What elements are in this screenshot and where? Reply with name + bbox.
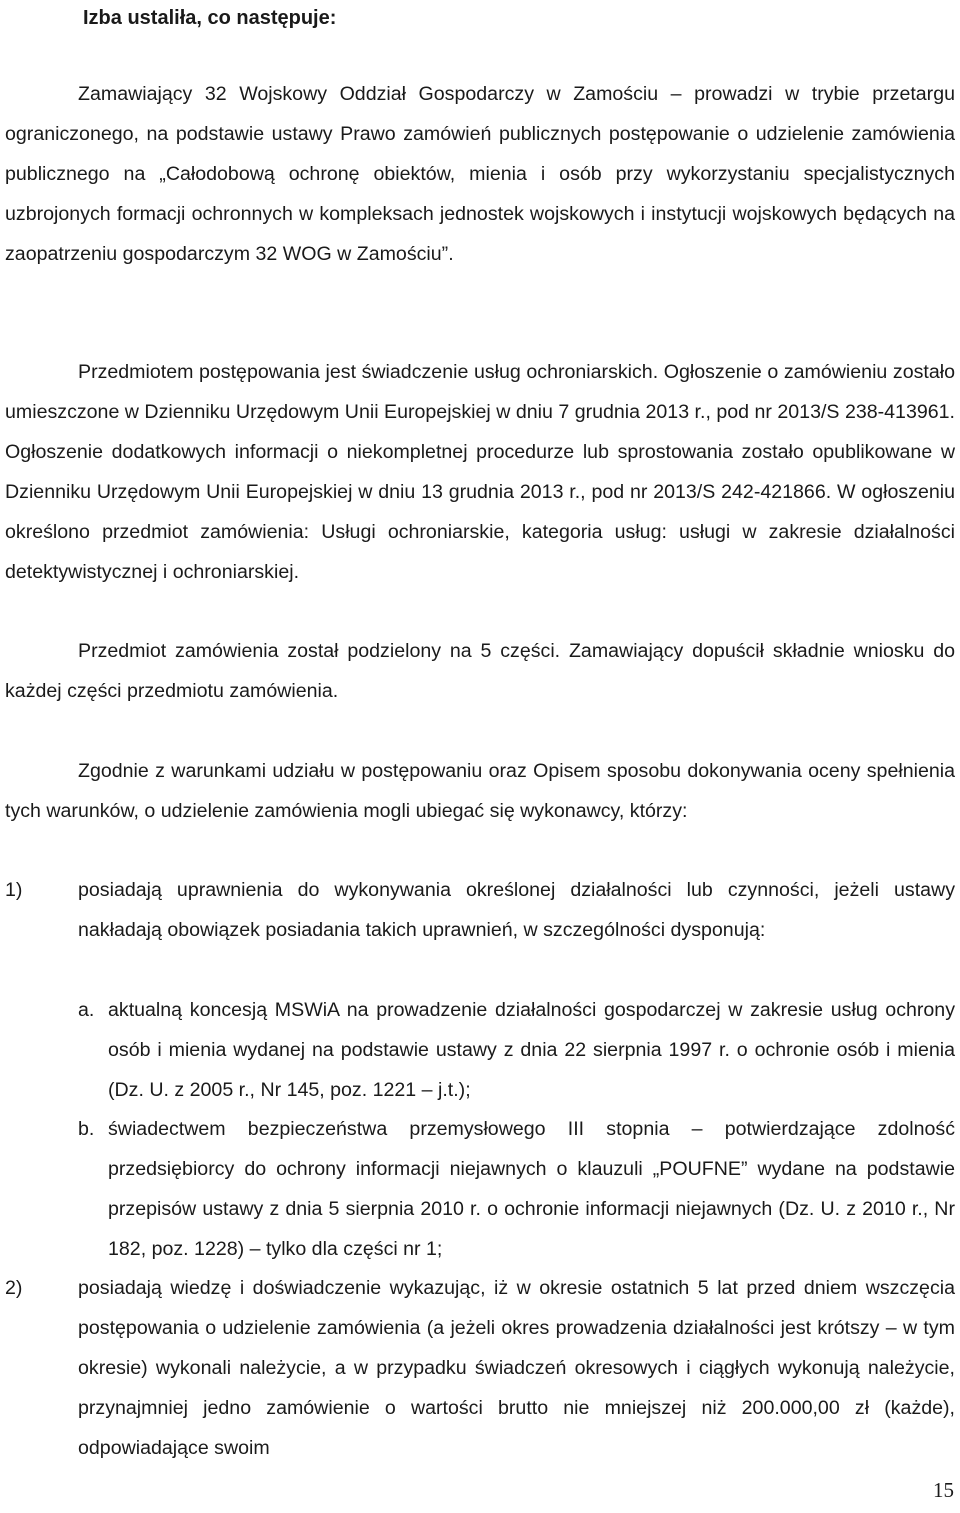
sub-item-letter: b.: [78, 1118, 95, 1140]
list-item-text: posiadają wiedzę i doświadczenie wykazując, iż w okresie ostatnich 5 lat przed dniem wszczęcia postępowania o udzielenie zamówienia (a jeżeli okres prowadzenia działalności jest krótszy – w tym okresie) wykonali należycie, a w przypadku świadczeń okresowych i ciągłych wykonują należycie, przynajmniej jedno zamówienie o wartości brutto nie mniejszej niż 200.000,00 zł (każde), odpowiadające swoim: [78, 1277, 955, 1459]
sub-item-text: świadectwem bezpieczeństwa przemysłowego III stopnia – potwierdzające zdolność przedsiębiorcy do ochrony informacji niejawnych o klauzuli „POUFNE” wydane na podstawie przepisów ustawy z dnia 5 sierpnia 2010 r. o ochronie informacji niejawnych (Dz. U. z 2010 r., Nr 182, poz. 1228) – tylko dla części nr 1;: [108, 1118, 955, 1260]
paragraph-intro: Zamawiający 32 Wojskowy Oddział Gospodarczy w Zamościu – prowadzi w trybie przetargu ograniczonego, na podstawie ustawy Prawo zamówień publicznych postępowanie o udzielenie zamówienia publicznego na „Całodobową ochronę obiektów, mienia i osób przy wykorzystaniu specjalistycznych uzbrojonych formacji ochronnych w kompleksach jednostek wojskowych i instytucji wojskowych będących na zaopatrzeniu gospodarczym 32 WOG w Zamościu”.: [5, 83, 955, 265]
sub-item-text: aktualną koncesją MSWiA na prowadzenie działalności gospodarczej w zakresie usług ochrony osób i mienia wydanej na podstawie ustawy z dnia 22 sierpnia 1997 r. o ochronie osób i mienia (Dz. U. z 2005 r., Nr 145, poz. 1221 – j.t.);: [108, 999, 955, 1101]
paragraph-parts: Przedmiot zamówienia został podzielony na 5 części. Zamawiający dopuścił składnie wniosku do każdej części przedmiotu zamówienia.: [5, 640, 955, 702]
list-number: 1): [5, 879, 23, 901]
list-number: 2): [5, 1277, 23, 1299]
list-item-text: posiadają uprawnienia do wykonywania określonej działalności lub czynności, jeżeli ustawy nakładają obowiązek posiadania takich uprawnień, w szczególności dysponują:: [78, 879, 955, 941]
paragraph-subject: Przedmiotem postępowania jest świadczenie usług ochroniarskich. Ogłoszenie o zamówieniu zostało umieszczone w Dzienniku Urzędowym Unii Europejskiej w dniu 7 grudnia 2013 r., pod nr 2013/S 238-413961. Ogłoszenie dodatkowych informacji o niekompletnej procedurze lub sprostowania zostało opublikowane w Dzienniku Urzędowym Unii Europejskiej w dniu 13 grudnia 2013 r., pod nr 2013/S 242-421866. W ogłoszeniu określono przedmiot zamówienia: Usługi ochroniarskie, kategoria usług: usługi w zakresie działalności detektywistycznej i ochroniarskiej.: [5, 361, 955, 583]
page-number: 15: [933, 1478, 954, 1502]
sub-item-letter: a.: [78, 999, 95, 1021]
section-heading: Izba ustaliła, co następuje:: [83, 7, 337, 29]
paragraph-conditions: Zgodnie z warunkami udziału w postępowaniu oraz Opisem sposobu dokonywania oceny spełnienia tych warunków, o udzielenie zamówienia mogli ubiegać się wykonawcy, którzy:: [5, 760, 955, 822]
